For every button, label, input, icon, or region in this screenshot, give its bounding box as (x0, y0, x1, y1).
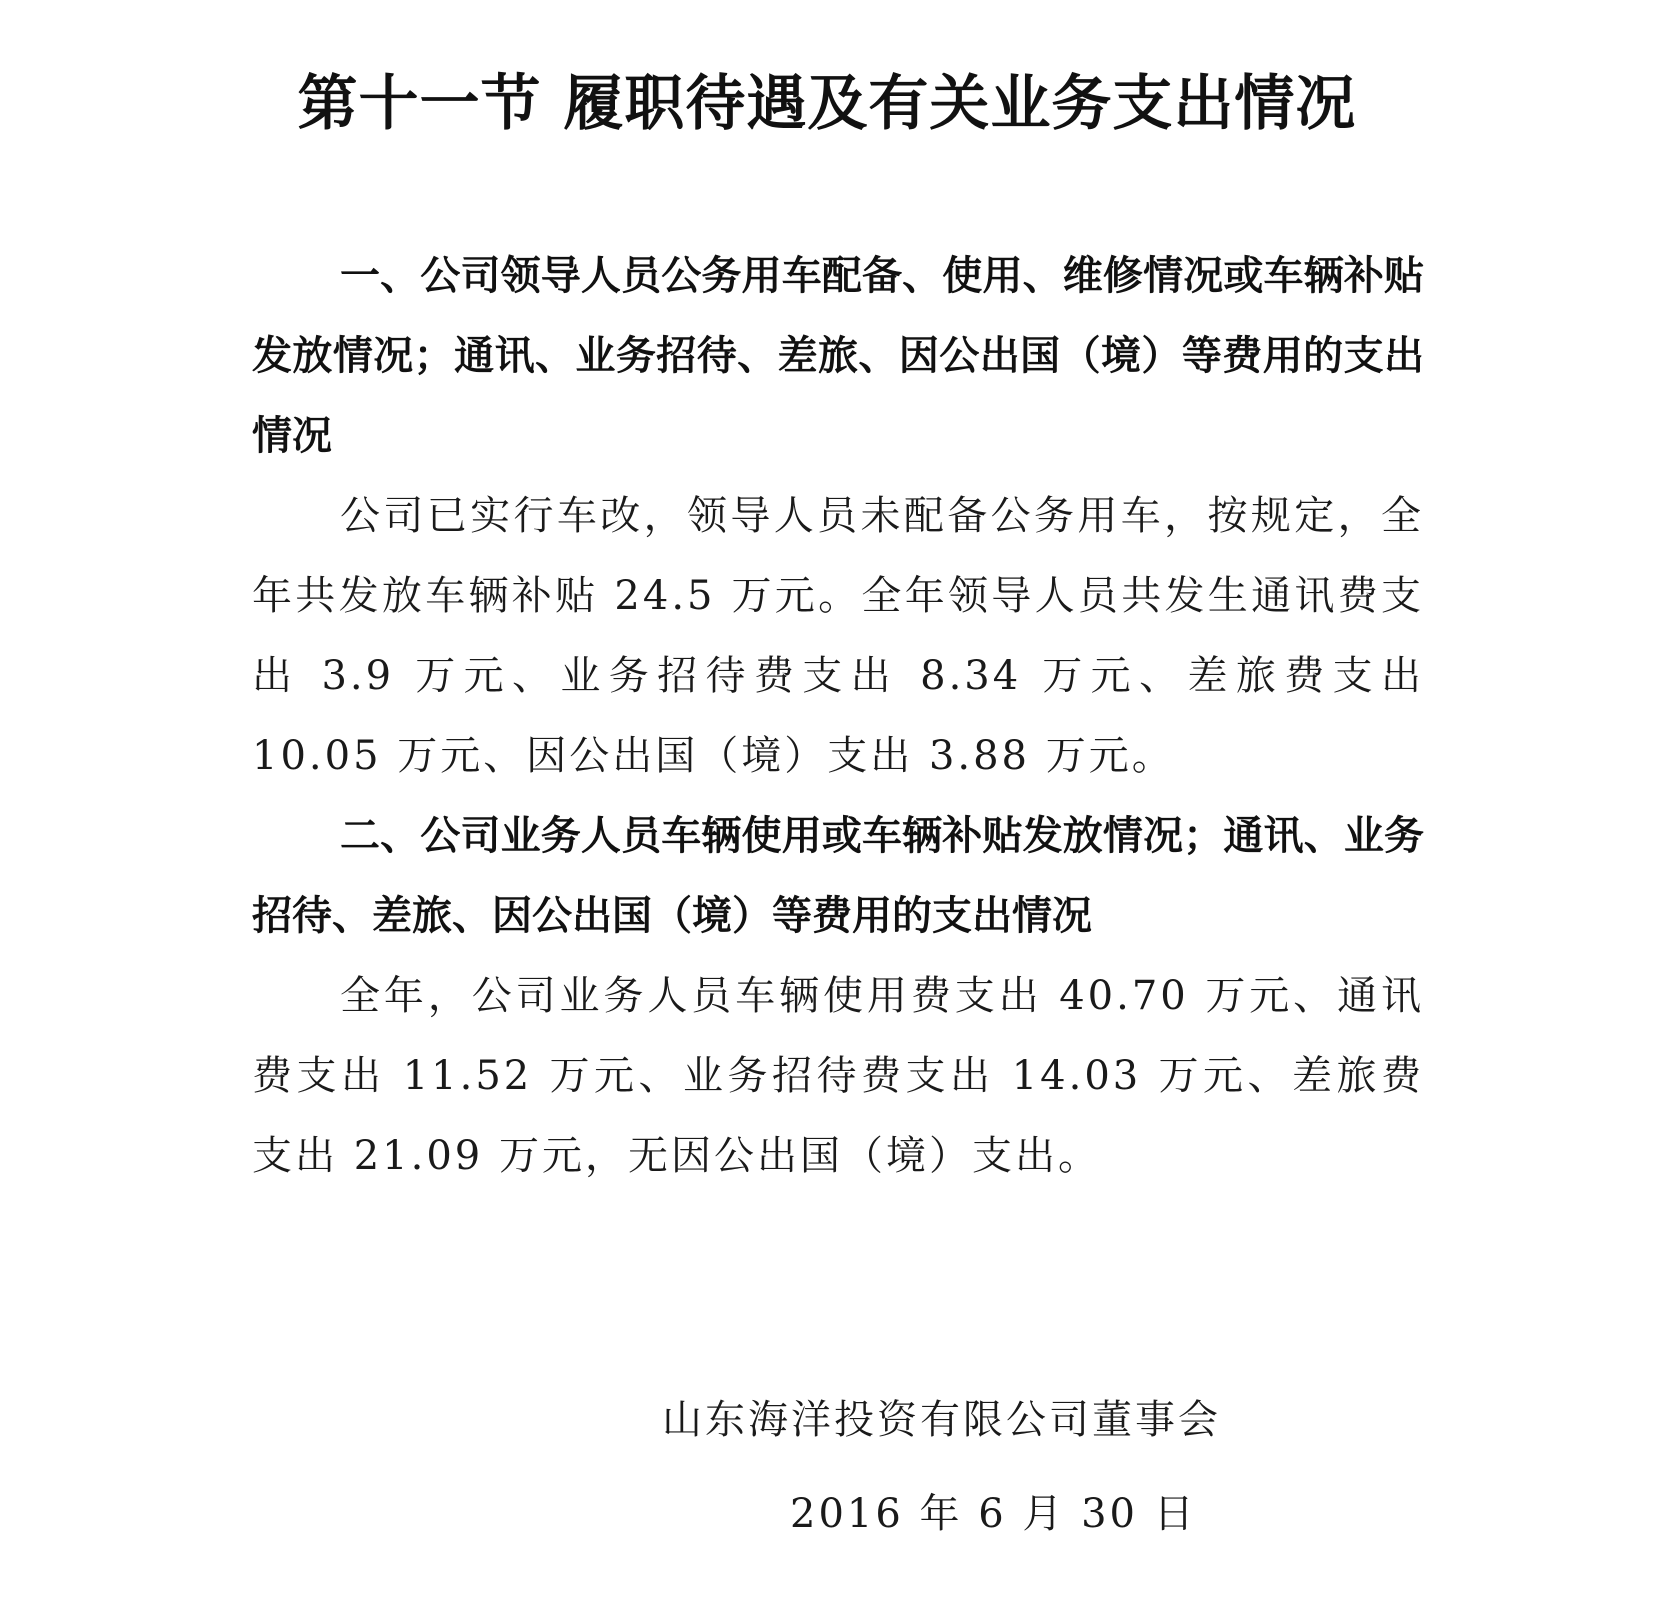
document-body (252, 236, 1424, 1196)
section-2-paragraph: 全年，公司业务人员车辆使用费支出 40.70 万元、通讯费支出 11.52 万元、业务招待费支出 14.03 万元、差旅费支出 21.09 万元，无因公出国（境）支出。 (252, 973, 1424, 1179)
signature-date: 2016 年 6 月 30 日 (790, 1491, 1197, 1537)
page-title: 第十一节 履职待遇及有关业务支出情况 (297, 69, 1357, 139)
signature-organization: 山东海洋投资有限公司董事会 (662, 1397, 1221, 1443)
section-1-heading: 一、公司领导人员公务用车配备、使用、维修情况或车辆补贴发放情况；通讯、业务招待、差旅、因公出国（境）等费用的支出情况 (252, 253, 1424, 459)
section-2-heading: 二、公司业务人员车辆使用或车辆补贴发放情况；通讯、业务招待、差旅、因公出国（境）等费用的支出情况 (252, 813, 1424, 939)
section-1-paragraph: 公司已实行车改，领导人员未配备公务用车，按规定，全年共发放车辆补贴 24.5 万元。全年领导人员共发生通讯费支出 3.9 万元、业务招待费支出 8.34 万元、差旅费支出 10.05 万元、因公出国（境）支出 3.88 万元。 (252, 493, 1424, 779)
